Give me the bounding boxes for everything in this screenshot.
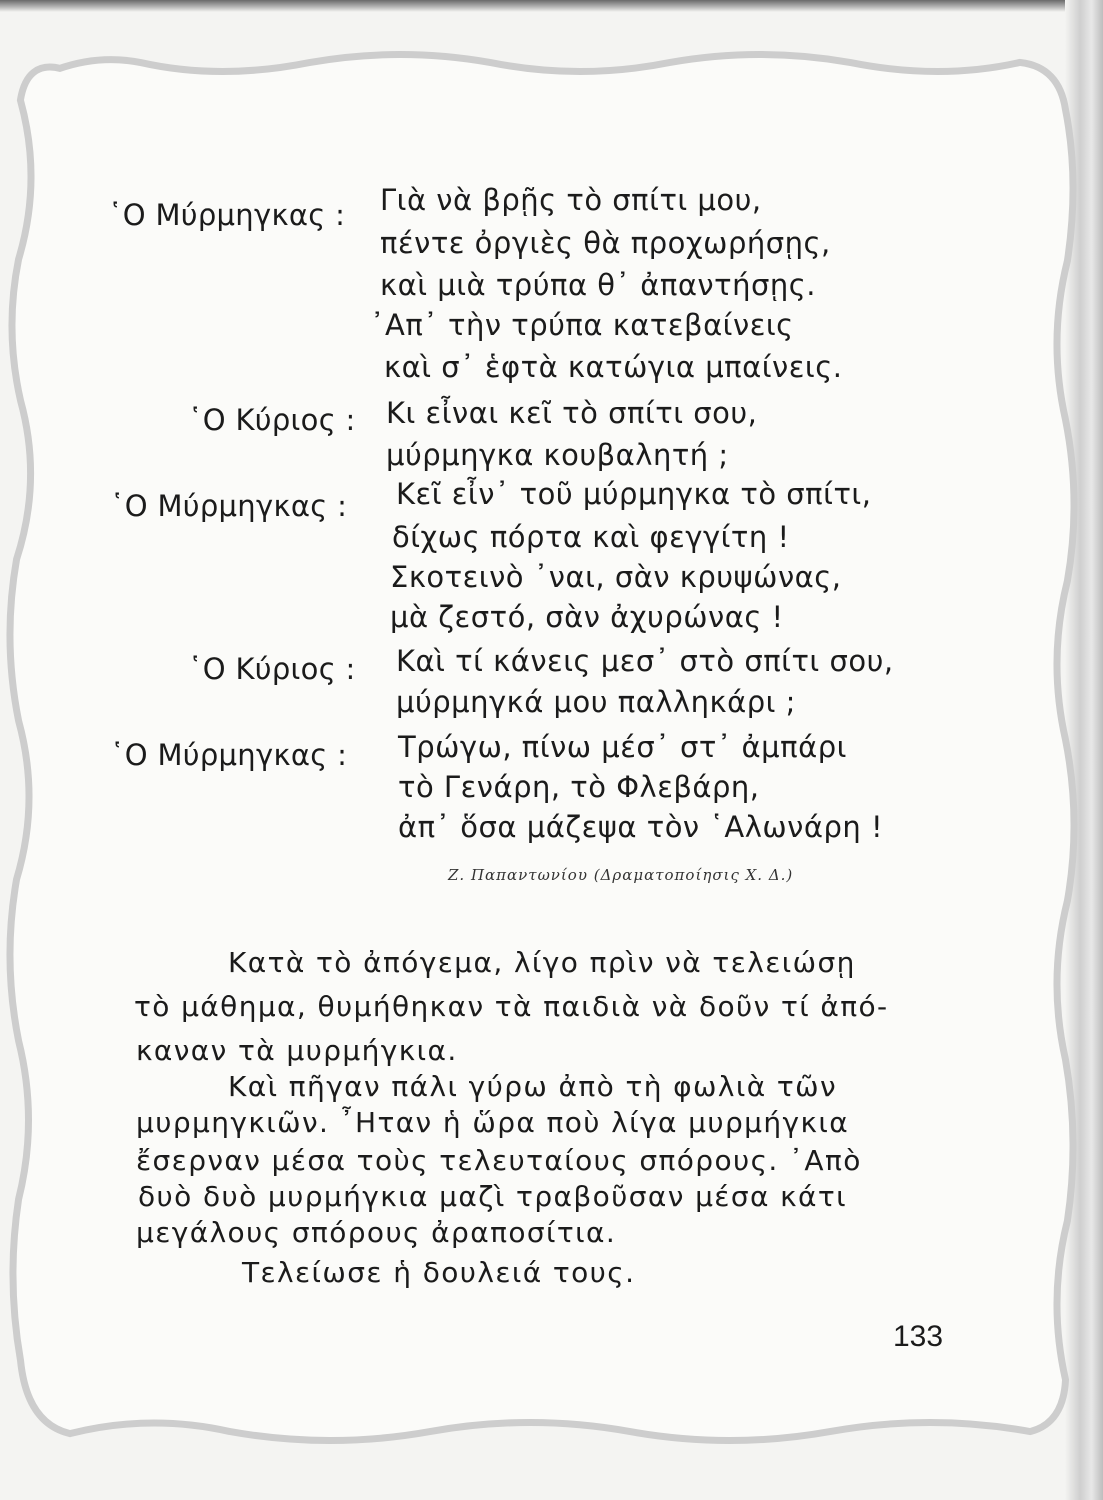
verse-line: καὶ μιὰ τρύπα θ᾽ ἀπαντήσῃς.: [380, 268, 816, 302]
prose-line: ἔσερναν μέσα τοὺς τελευταίους σπόρους. ᾽Απὸ: [136, 1144, 862, 1177]
verse-line: Κι εἶναι κεῖ τὸ σπίτι σου,: [386, 396, 758, 430]
verse-line: ᾽Απ᾽ τὴν τρύπα κατεβαίνεις: [370, 308, 794, 342]
verse-line: μύρμηγκα κουβαλητή ;: [386, 438, 729, 472]
verse-line: μὰ ζεστό, σὰν ἀχυρώνας !: [390, 600, 784, 634]
prose-line: Καὶ πῆγαν πάλι γύρω ἀπὸ τὴ φωλιὰ τῶν: [228, 1070, 838, 1103]
verse-line: μύρμηγκά μου παλληκάρι ;: [396, 685, 796, 719]
prose-line: μεγάλους σπόρους ἀραποσίτια.: [136, 1216, 617, 1249]
prose-line: Κατὰ τὸ ἀπόγεμα, λίγο πρὶν νὰ τελειώσῃ: [228, 946, 856, 979]
prose-line: μυρμηγκιῶν. ῏Ηταν ἡ ὥρα ποὺ λίγα μυρμήγκια: [136, 1106, 850, 1139]
page-number: 133: [893, 1320, 944, 1353]
author-credit: Ζ. Παπαντωνίου (Δραματοποίησις Χ. Δ.): [448, 866, 794, 884]
verse-line: δίχως πόρτα καὶ φεγγίτη !: [392, 520, 790, 554]
prose-line: δυὸ δυὸ μυρμήγκια μαζὶ τραβοῦσαν μέσα κάτι: [138, 1180, 848, 1213]
verse-line: Κεῖ εἶν᾽ τοῦ μύρμηγκα τὸ σπίτι,: [396, 477, 872, 511]
speaker-label: ῾Ο Κύριος :: [188, 652, 356, 686]
prose-line: Τελείωσε ἡ δουλειά τους.: [242, 1256, 636, 1289]
verse-line: Γιὰ νὰ βρῇς τὸ σπίτι μου,: [380, 183, 762, 217]
prose-line: καναν τὰ μυρμήγκια.: [136, 1034, 458, 1067]
verse-line: Τρώγω, πίνω μέσ᾽ στ᾽ ἀμπάρι: [398, 730, 847, 764]
verse-line: Σκοτεινὸ ᾽ναι, σὰν κρυψώνας,: [390, 560, 842, 594]
prose-line: τὸ μάθημα, θυμήθηκαν τὰ παιδιὰ νὰ δοῦν τί ἀπό-: [134, 990, 889, 1023]
speaker-label: ῾Ο Μύρμηγκας :: [108, 198, 346, 232]
speaker-label: ῾Ο Μύρμηγκας :: [110, 738, 348, 772]
verse-line: πέντε ὀργιὲς θὰ προχωρήσῃς,: [380, 226, 831, 260]
verse-line: τὸ Γενάρη, τὸ Φλεβάρη,: [398, 770, 760, 804]
verse-line: ἀπ᾽ ὅσα μάζεψα τὸν ῾Αλωνάρη !: [398, 810, 884, 844]
speaker-label: ῾Ο Μύρμηγκας :: [110, 489, 348, 523]
verse-line: καὶ σ᾽ ἑφτὰ κατώγια μπαίνεις.: [384, 350, 843, 384]
speaker-label: ῾Ο Κύριος :: [188, 403, 356, 437]
verse-line: Καὶ τί κάνεις μεσ᾽ στὸ σπίτι σου,: [396, 644, 894, 678]
